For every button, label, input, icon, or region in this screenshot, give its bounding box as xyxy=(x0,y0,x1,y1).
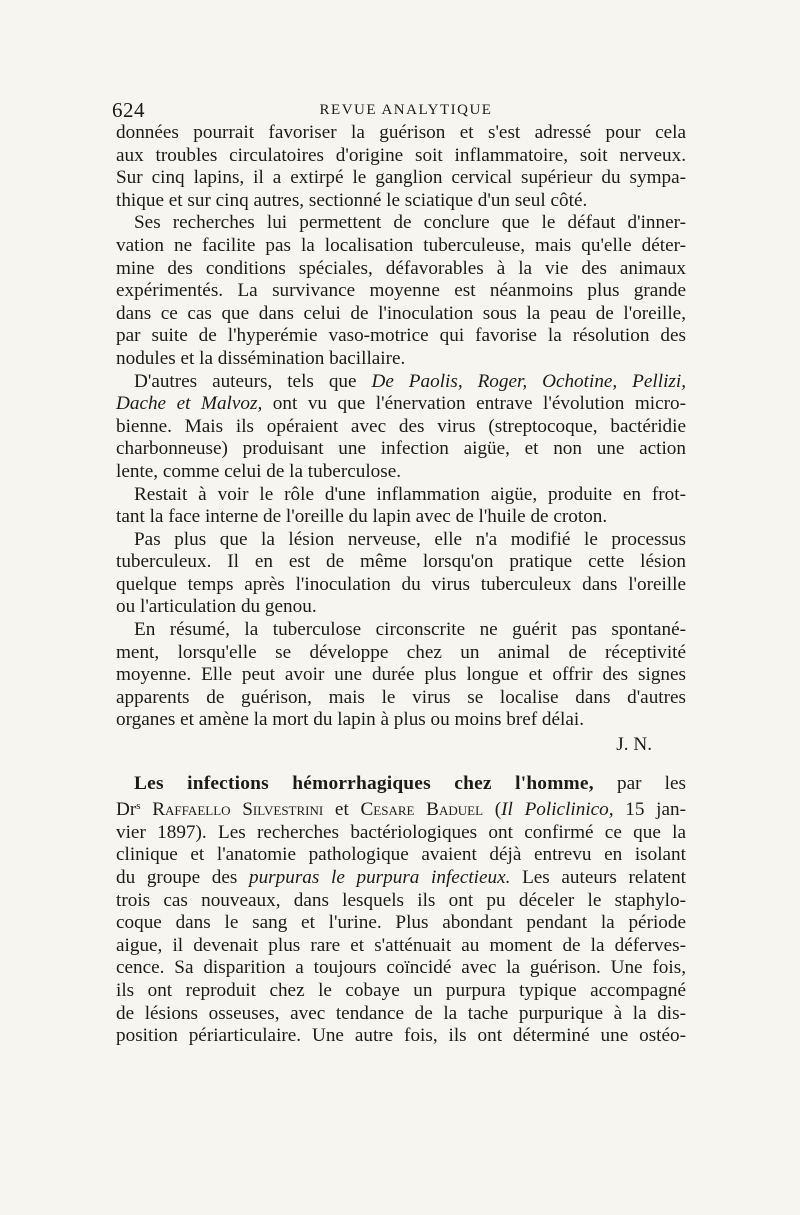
text-run: ont vu que l'énervation entrave l'évolution micro- xyxy=(262,393,686,415)
text-line: ou l'articulation du genou. xyxy=(116,596,317,618)
paragraph-4 xyxy=(116,484,686,529)
text-line xyxy=(116,867,686,890)
body-text xyxy=(116,122,686,1048)
text-line: bienne. Mais ils opéraient avec des virus (streptocoque, bactéridie xyxy=(116,415,686,437)
text-line: vier 1897). Les recherches bactériologiques ont confirmé ce que la xyxy=(116,821,686,843)
running-title: REVUE ANALYTIQUE xyxy=(319,102,493,118)
paragraph-1 xyxy=(116,122,686,212)
text-line: charbonneuse) produisant une infection aigüe, et non une action xyxy=(116,438,686,460)
text-line: tuberculeux. Il en est de même lorsqu'on pratique cette lésion xyxy=(116,551,686,573)
author-names: Dache et Malvoz, xyxy=(116,393,263,415)
text-line: position périarticulaire. Une autre fois, ils ont déterminé une ostéo- xyxy=(116,1025,686,1047)
text-line: ment, lorsqu'elle se développe chez un animal de réceptivité xyxy=(116,641,686,663)
page-number: 624 xyxy=(112,98,145,122)
text-line: moyenne. Elle peut avoir une durée plus longue et offrir des signes xyxy=(116,664,686,686)
text-line: apparents de guérison, mais le virus se localise dans d'autres xyxy=(116,686,686,708)
text-line: Pas plus que la lésion nerveuse, elle n'a modifié le processus xyxy=(134,528,686,550)
text-line: En résumé, la tuberculose circonscrite ne guérit pas spontané- xyxy=(134,619,686,641)
author-names: De Paolis, Roger, Ochotine, Pellizi, xyxy=(371,370,686,392)
paragraph-5 xyxy=(116,529,686,619)
text-line: mine des conditions spéciales, défavorables à la vie des animaux xyxy=(116,257,686,279)
text-line: Ses recherches lui permettent de conclure que le défaut d'inner- xyxy=(134,212,686,234)
text-run: et xyxy=(323,799,361,821)
paragraph-2 xyxy=(116,212,686,370)
text-line xyxy=(116,795,686,822)
text-line: données pourrait favoriser la guérison et s'est adressé pour cela xyxy=(116,122,686,143)
journal-name: Il Policlinico, xyxy=(501,799,614,821)
text-line: par suite de l'hyperémie vaso-motrice qui favorise la résolution des xyxy=(116,325,686,347)
text-run: 15 jan- xyxy=(613,799,687,821)
text-run: D'autres auteurs, tels que xyxy=(134,370,372,392)
doctors-abbrev: Dr xyxy=(116,799,137,821)
text-run: Les auteurs relatent xyxy=(510,867,686,888)
text-line: tant la face interne de l'oreille du lapin avec de l'huile de croton. xyxy=(116,506,608,528)
text-line: cence. Sa disparition a toujours coïncidé avec la guérison. Une fois, xyxy=(116,957,686,979)
text-line: Sur cinq lapins, il a extirpé le ganglion cervical supérieur du sympa- xyxy=(116,167,686,189)
text-line: expérimentés. La survivance moyenne est néanmoins plus grande xyxy=(116,280,686,302)
text-line xyxy=(116,393,686,416)
section-gap xyxy=(116,757,686,773)
paragraph-3 xyxy=(116,371,686,484)
text-line: aux troubles circulatoires d'origine soit inflammatoire, soit nerveux. xyxy=(116,144,686,166)
text-line: Restait à voir le rôle d'une inflammation aigüe, produite en frot- xyxy=(134,483,686,505)
page-header xyxy=(112,98,700,122)
text-line: de lésions osseuses, avec tendance de la tache purpurique à la dis- xyxy=(116,1002,686,1024)
text-line: organes et amène la mort du lapin à plus ou moins bref délai. xyxy=(116,709,585,731)
article-title: Les infections hémorrhagiques chez l'homme, xyxy=(134,772,594,794)
text-line: vation ne facilite pas la localisation tuberculeuse, mais qu'elle déter- xyxy=(116,234,686,256)
article-2 xyxy=(116,773,686,1048)
text-line: ils ont reproduit chez le cobaye un purpura typique accompagné xyxy=(116,979,686,1001)
text-line: clinique et l'anatomie pathologique avaient déjà entrevu en isolant xyxy=(116,844,686,866)
author-name: Raffaello Silvestrini xyxy=(152,799,324,821)
paragraph-6 xyxy=(116,619,686,757)
text-line xyxy=(116,773,686,796)
text-run: par les xyxy=(593,772,686,794)
doctors-abbrev-sup: s xyxy=(136,800,141,813)
text-line: coque dans le sang et l'urine. Plus abondant pendant la période xyxy=(116,912,686,934)
text-line: thique et sur cinq autres, sectionné le sciatique d'un seul côté. xyxy=(116,189,588,211)
text-line: aigue, il devenait plus rare et s'atténuait au moment de la déferves- xyxy=(116,934,686,956)
text-line: lente, comme celui de la tuberculose. xyxy=(116,460,402,482)
signature: J. N. xyxy=(616,734,652,756)
text-run: du groupe des xyxy=(116,867,249,888)
text-run: ( xyxy=(483,799,502,821)
text-line: nodules et la dissémination bacillaire. xyxy=(116,347,406,369)
text-line: dans ce cas que dans celui de l'inoculation sous la peau de l'oreille, xyxy=(116,302,686,324)
text-line xyxy=(116,371,686,394)
emphasis: purpuras le purpura infectieux. xyxy=(248,867,511,888)
author-name: Cesare Baduel xyxy=(360,799,484,821)
text-line: quelque temps après l'inoculation du virus tuberculeux dans l'oreille xyxy=(116,573,686,595)
text-line: trois cas nouveaux, dans lesquels ils ont pu déceler le staphylo- xyxy=(116,889,686,911)
